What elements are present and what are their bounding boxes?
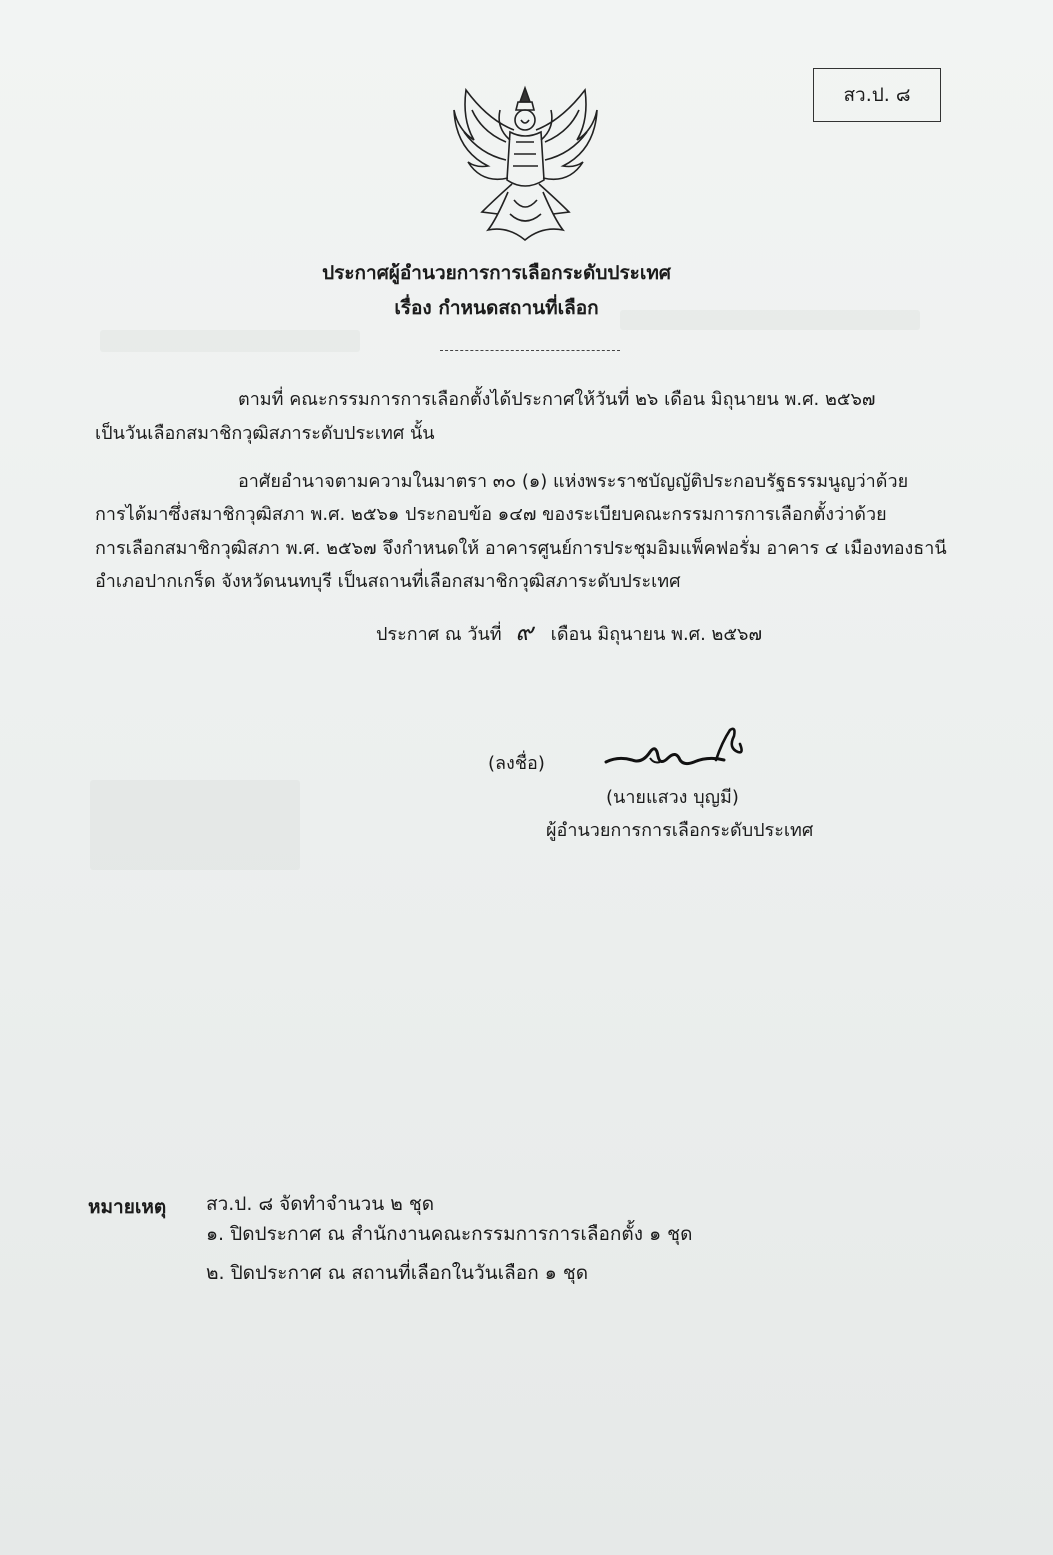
announcement-subject: เรื่อง กำหนดสถานที่เลือก	[394, 297, 599, 319]
date-prefix: ประกาศ ณ วันที่	[376, 624, 502, 645]
note-line-3: ๒. ปิดประกาศ ณ สถานที่เลือกในวันเลือก ๑ ชุด	[206, 1262, 589, 1284]
paragraph-2-line-3: การเลือกสมาชิกวุฒิสภา พ.ศ. ๒๕๖๗ จึงกำหนดให้ อาคารศูนย์การประชุมอิมแพ็คฟอรั่ม อาคาร ๔ เมืองทองธานี	[95, 538, 947, 559]
garuda-emblem-icon	[448, 80, 603, 248]
paragraph-1-line-1: ตามที่ คณะกรรมการการเลือกตั้งได้ประกาศให้วันที่ ๒๖ เดือน มิถุนายน พ.ศ. ๒๕๖๗	[238, 389, 876, 410]
signer-title: ผู้อำนวยการการเลือกระดับประเทศ	[546, 820, 814, 841]
note-line-1: สว.ป. ๘ จัดทำจำนวน ๒ ชุด	[206, 1193, 435, 1215]
paragraph-2-line-4: อำเภอปากเกร็ด จังหวัดนนทบุรี เป็นสถานที่เลือกสมาชิกวุฒิสภาระดับประเทศ	[95, 571, 681, 592]
title-divider	[440, 350, 620, 351]
form-code-box	[813, 68, 941, 122]
bleed-through-mark	[90, 780, 300, 870]
date-suffix: เดือน มิถุนายน พ.ศ. ๒๕๖๗	[550, 624, 763, 645]
signer-name: (นายแสวง บุญมี)	[606, 787, 739, 808]
paragraph-2-line-2: การได้มาซึ่งสมาชิกวุฒิสภา พ.ศ. ๒๕๖๑ ประกอบข้อ ๑๔๗ ของระเบียบคณะกรรมการการเลือกตั้งว่าด้วย	[95, 504, 887, 525]
announcement-title: ประกาศผู้อำนวยการการเลือกระดับประเทศ	[322, 262, 671, 284]
notes-heading: หมายเหตุ	[88, 1196, 167, 1218]
bleed-through-mark	[100, 330, 360, 352]
form-code-text: สว.ป. ๘	[843, 84, 911, 106]
paragraph-1-line-2: เป็นวันเลือกสมาชิกวุฒิสภาระดับประเทศ นั้น	[95, 423, 435, 444]
paragraph-2-line-1: อาศัยอำนาจตามความในมาตรา ๓๐ (๑) แห่งพระราชบัญญัติประกอบรัฐธรรมนูญว่าด้วย	[238, 471, 909, 492]
handwritten-signature	[598, 722, 748, 774]
date-day-handwritten: ๙	[515, 618, 533, 646]
announcement-date	[376, 612, 762, 651]
note-line-2: ๑. ปิดประกาศ ณ สำนักงานคณะกรรมการการเลือกตั้ง ๑ ชุด	[206, 1223, 693, 1245]
signature-label: (ลงชื่อ)	[488, 753, 545, 774]
